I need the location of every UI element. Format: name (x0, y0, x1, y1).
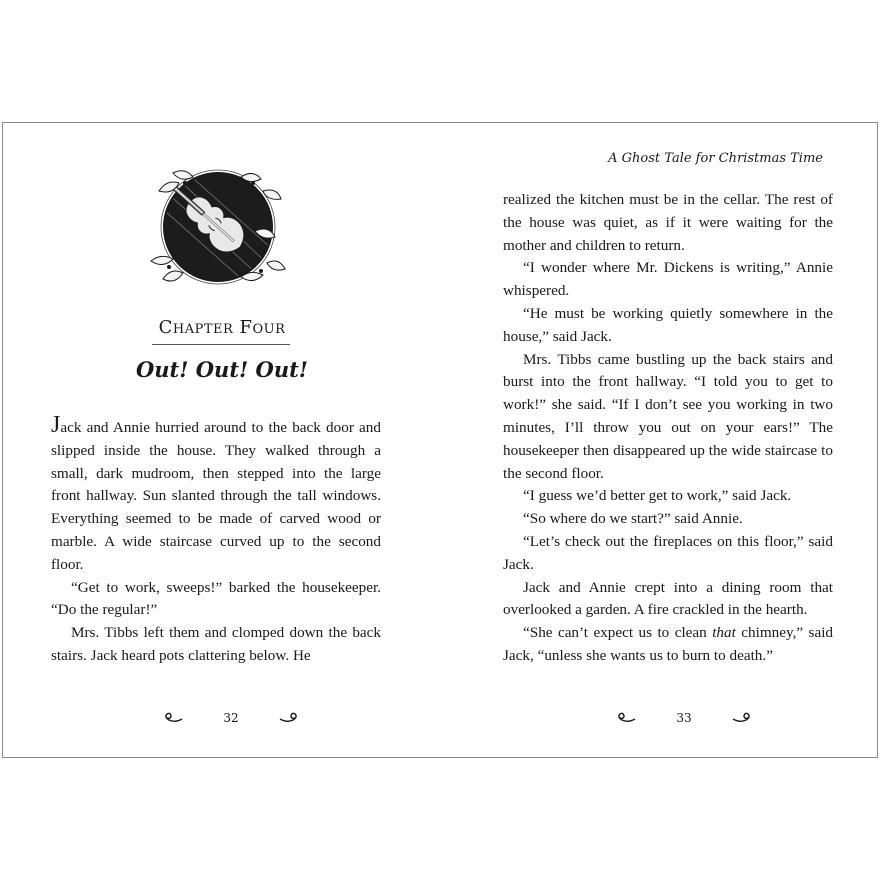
paragraph: Mrs. Tibbs came bustling up the back stairs and burst into the front hallway. “I told you to get to work!” she said. “If I don’t see you working in two minutes, I’ll throw you out on your ears!” The housekeeper then disappeared up the wide staircase to the second floor. (503, 350, 833, 482)
paragraph: “I guess we’d better get to work,” said Jack. (523, 487, 792, 505)
page-number: 32 (223, 711, 239, 725)
left-page-body (51, 412, 381, 668)
curl-ornament-icon (161, 712, 183, 724)
paragraph: “Let’s check out the fireplaces on this floor,” said Jack. (503, 532, 833, 573)
book-spread (2, 122, 878, 758)
paragraph: realized the kitchen must be in the cellar. The rest of the house was quiet, as if it were waiting for the mother and children to return. (503, 191, 833, 254)
curl-ornament-icon (279, 712, 301, 724)
drop-cap: J (51, 412, 61, 438)
curl-ornament-icon (614, 712, 636, 724)
left-page (3, 123, 441, 757)
chapter-divider (152, 344, 290, 345)
paragraph: Jack and Annie crept into a dining room that overlooked a garden. A fire crackled in the hearth. (503, 578, 833, 619)
text-run: chimney,” said Jack, “unless she wants us to burn to death.” (503, 624, 834, 664)
paragraph: “Get to work, sweeps!” barked the housekeeper. “Do the regular!” (51, 578, 381, 619)
paragraph: “So where do we start?” said Annie. (523, 510, 743, 528)
page-number: 33 (676, 711, 692, 725)
emphasis-text: that (712, 624, 736, 642)
paragraph: “He must be working quietly somewhere in the house,” said Jack. (503, 304, 833, 345)
right-page (441, 123, 879, 757)
violin-with-holly-wreath-icon (145, 161, 291, 295)
paragraph: Jack and Annie hurried around to the back door and slipped inside the house. They walked through a small, dark mudroom, then stepped into the large front hallway. Sun slanted through the tall windows. Everything seemed to be made of carved wood or marble. A wide staircase curved up to the second floor. (51, 412, 381, 573)
page-footer (614, 710, 754, 726)
paragraph: “I wonder where Mr. Dickens is writing,” Annie whispered. (503, 259, 833, 300)
chapter-label: Chapter Four (158, 317, 286, 338)
paragraph (503, 622, 833, 668)
text-run: “She can’t expect us to clean (523, 624, 713, 642)
curl-ornament-icon (732, 712, 754, 724)
right-page-body (503, 189, 833, 668)
page-footer (161, 710, 301, 726)
running-head: A Ghost Tale for Christmas Time (608, 151, 823, 166)
chapter-title: Out! Out! Out! (135, 357, 309, 382)
paragraph: Mrs. Tibbs left them and clomped down the back stairs. Jack heard pots clattering below. He (51, 624, 381, 664)
